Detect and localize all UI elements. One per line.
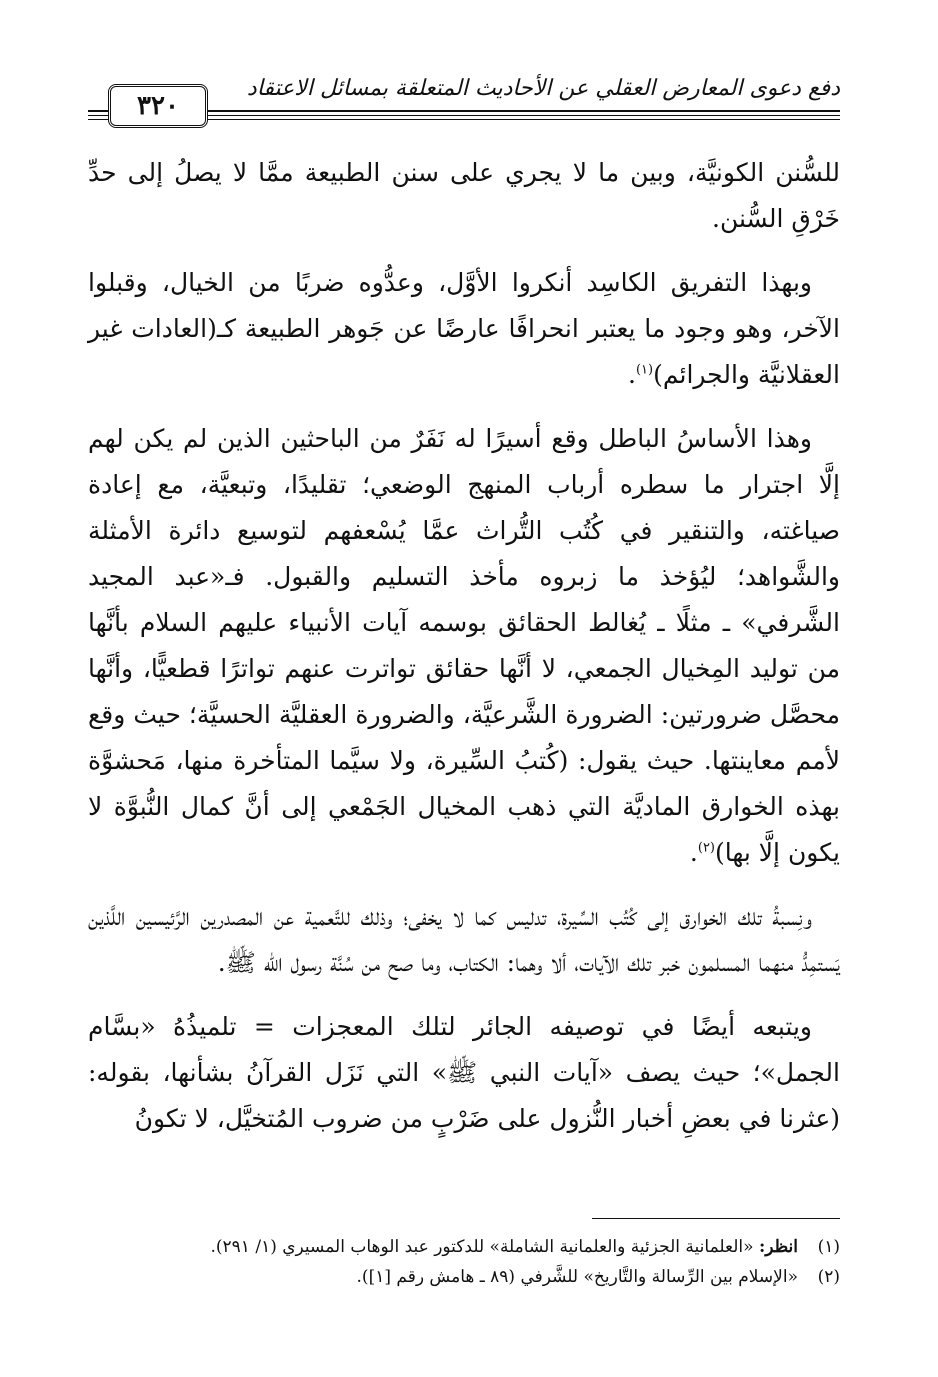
footnote-ref[interactable]: (١)	[635, 362, 654, 378]
paragraph: ونِسبةُ تلك الخوارق إلى كُتُب السِّيرة، تدليس كما لا يخفى؛ وذلك للتَّعمية عن المصدرين الرَّئيسين اللَّذين يَستمِدُّ منهما المسلمون خبر تلك الآيات، ألا وهما: الكتاب، وما صح من سُنَّة رسول الله ﷺ.	[88, 902, 840, 977]
footnotes	[88, 1232, 840, 1292]
footnote-text: «العلمانية الجزئية والعلمانية الشاملة» للدكتور عبد الوهاب المسيري (١/ ٢٩١).	[210, 1237, 754, 1257]
paragraph: وهذا الأساسُ الباطل وقع أسيرًا له نَفَرٌ من الباحثين الذين لم يكن لهم إلَّا اجترار ما سطره أرباب المنهج الوضعي؛ تقليدًا، وتبعيَّة، مع إعادة صياغته، والتنقير في كُتُب التُّراث عمَّا يُسْعفهم لتوسيع دائرة الأمثلة والشَّواهد؛ ليُؤخذ ما زبروه مأخذ التسليم والقبول. فـ«عبد المجيد الشَّرفي» ـ مثلًا ـ يُغالط الحقائق بوسمه آيات الأنبياء عليهم السلام بأنَّها من توليد المِخيال الجمعي، لا أنَّها حقائق تواترت عنهم تواترًا قطعيًّا، وأنَّها محصَّل ضرورتين: الضرورة الشَّرعيَّة، والضرورة العقليَّة الحسيَّة؛ حيث وقع لأمم معاينتها. حيث يقول: (كُتبُ السِّيرة، ولا سيَّما المتأخرة منها، مَحشوَّة بهذه الخوارق الماديَّة التي ذهب المخيال الجَمْعي إلى أنَّ كمال النُّبوَّة لا يكون إلَّا بها)$^{(٢)}$.	[88, 424, 840, 867]
paragraph: وبهذا التفريق الكاسِد أنكروا الأوَّل، وعدُّوه ضربًا من الخيال، وقبلوا الآخر، وهو وجود ما يعتبر انحرافًا عارضًا عن جَوهر الطبيعة كـ(العادات غير العقلانيَّة والجرائم)$^{(١)}$.	[88, 268, 840, 389]
page-number: ٣٢٠	[108, 84, 208, 128]
footnote-lead: انظر:	[758, 1237, 798, 1257]
footnote-text: «الإسلام بين الرِّسالة والتَّاريخ» للشَّرفي (٨٩ ـ هامش رقم [١]).	[356, 1267, 798, 1287]
footnote	[88, 1232, 840, 1262]
footnote	[88, 1262, 840, 1292]
footnote-separator	[592, 1218, 840, 1219]
paragraph: ويتبعه أيضًا في توصيفه الجائر لتلك المعجزات = تلميذُهُ «بسَّام الجمل»؛ حيث يصف «آيات النبي ﷺ» التي نَزَل القرآنُ بشأنها، بقوله: (عثرنا في بعضِ أخبار النُّزول على ضَرْبٍ من ضروب المُتخيَّل، لا تكونُ	[88, 1012, 840, 1133]
footnote-ref[interactable]: (٢)	[697, 840, 715, 856]
footnote-number: (١)	[817, 1237, 840, 1257]
main-text	[88, 150, 840, 1160]
paragraph: للسُّنن الكونيَّة، وبين ما لا يجري على سنن الطبيعة ممَّا لا يصلُ إلى حدِّ خَرْقِ السُّنن.	[88, 158, 840, 233]
running-title: دفع دعوى المعارض العقلي عن الأحاديث المتعلقة بمسائل الاعتقاد	[246, 76, 840, 101]
running-header	[88, 72, 840, 132]
footnote-number: (٢)	[817, 1267, 840, 1287]
